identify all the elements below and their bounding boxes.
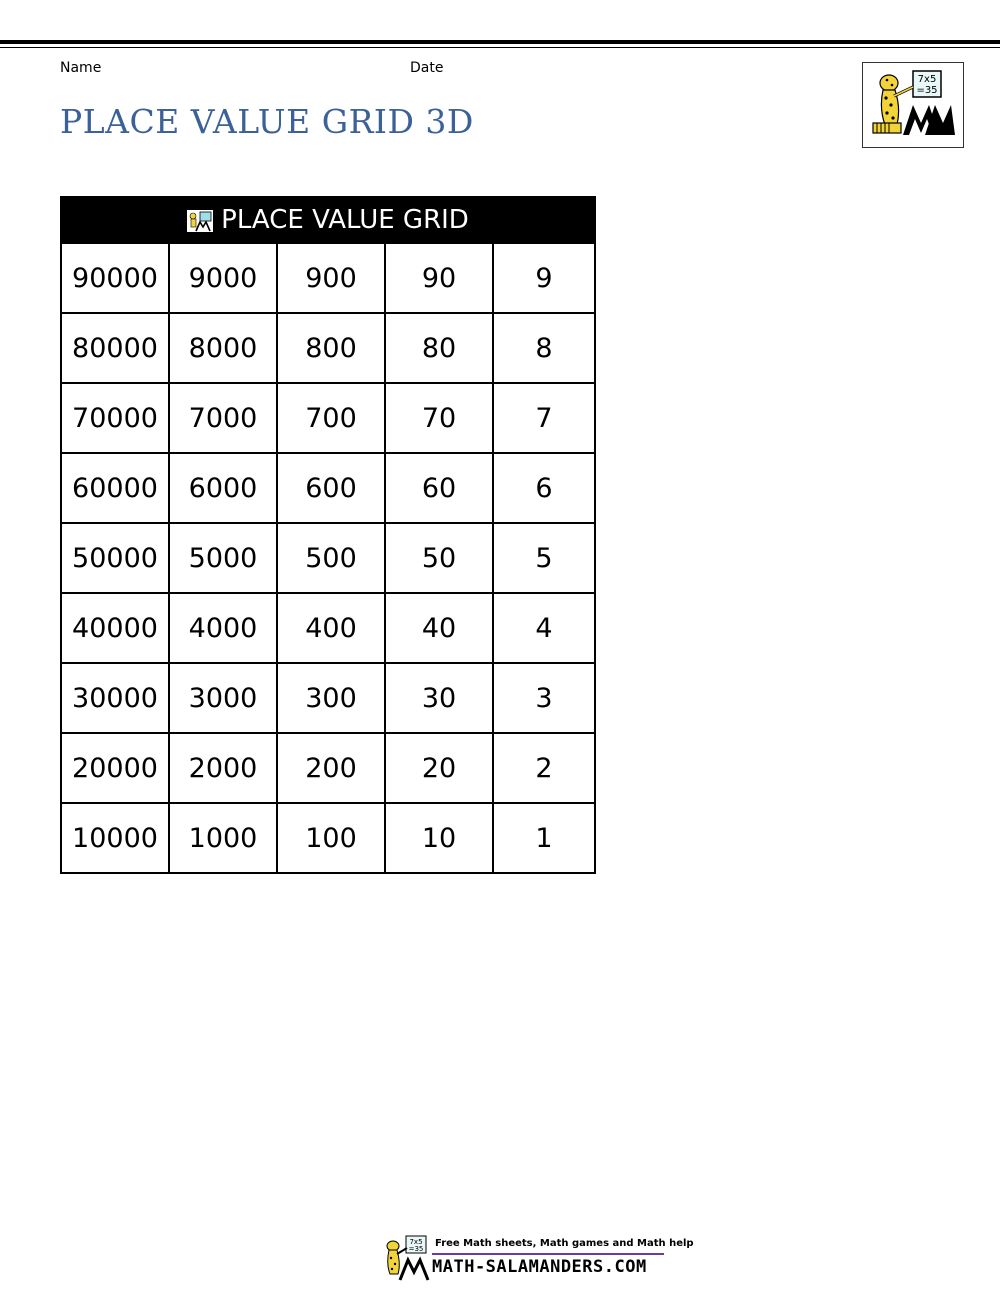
grid-cell: 90000: [61, 243, 169, 313]
grid-header-row: [61, 197, 595, 243]
grid-cell: 9000: [169, 243, 277, 313]
grid-header: [61, 197, 595, 243]
table-row: [61, 313, 595, 383]
logo-board-line1: 7x5: [917, 74, 937, 85]
grid-cell: 6000: [169, 453, 277, 523]
grid-cell: 800: [277, 313, 385, 383]
grid-cell: 40: [385, 593, 493, 663]
grid-cell: 90: [385, 243, 493, 313]
grid-cell: 9: [493, 243, 595, 313]
name-label: Name: [60, 60, 102, 76]
grid-cell: 6: [493, 453, 595, 523]
salamander-footer-icon: [380, 1234, 430, 1284]
grid-cell: 50: [385, 523, 493, 593]
grid-cell: 8000: [169, 313, 277, 383]
table-row: [61, 593, 595, 663]
footer-logo[interactable]: [380, 1234, 694, 1284]
grid-cell: 80: [385, 313, 493, 383]
grid-cell: 100: [277, 803, 385, 873]
grid-cell: 3000: [169, 663, 277, 733]
grid-cell: 80000: [61, 313, 169, 383]
grid-cell: 7: [493, 383, 595, 453]
table-row: [61, 383, 595, 453]
grid-cell: 2: [493, 733, 595, 803]
grid-cell: 40000: [61, 593, 169, 663]
grid-cell: 20: [385, 733, 493, 803]
grid-cell: 7000: [169, 383, 277, 453]
table-row: [61, 523, 595, 593]
salamander-logo: [862, 62, 964, 148]
place-value-grid: [60, 196, 596, 874]
grid-cell: 1000: [169, 803, 277, 873]
grid-cell: 700: [277, 383, 385, 453]
grid-cell: 60: [385, 453, 493, 523]
grid-cell: 500: [277, 523, 385, 593]
grid-cell: 900: [277, 243, 385, 313]
table-row: [61, 733, 595, 803]
grid-cell: 300: [277, 663, 385, 733]
grid-heading: PLACE VALUE GRID: [221, 205, 469, 235]
grid-cell: 4: [493, 593, 595, 663]
grid-cell: 5: [493, 523, 595, 593]
footer-board-line2: =35: [408, 1245, 424, 1253]
table-row: [61, 453, 595, 523]
grid-cell: 30: [385, 663, 493, 733]
salamander-mini-icon: [187, 210, 213, 232]
grid-cell: 5000: [169, 523, 277, 593]
date-label: Date: [410, 60, 444, 76]
grid-cell: 70000: [61, 383, 169, 453]
table-row: [61, 243, 595, 313]
grid-cell: 10: [385, 803, 493, 873]
footer-tagline: Free Math sheets, Math games and Math help: [435, 1238, 694, 1249]
grid-cell: 3: [493, 663, 595, 733]
grid-cell: 600: [277, 453, 385, 523]
salamander-logo-icon: [863, 63, 963, 147]
grid-cell: 1: [493, 803, 595, 873]
grid-cell: 4000: [169, 593, 277, 663]
page-title: PLACE VALUE GRID 3D: [60, 102, 474, 141]
grid-cell: 60000: [61, 453, 169, 523]
footer-site-name: MATH-SALAMANDERS.COM: [432, 1257, 647, 1277]
grid-cell: 8: [493, 313, 595, 383]
table-row: [61, 803, 595, 873]
grid-cell: 70: [385, 383, 493, 453]
table-row: [61, 663, 595, 733]
grid-cell: 30000: [61, 663, 169, 733]
top-rule-thin: [0, 47, 1000, 48]
place-value-table: [60, 196, 596, 874]
grid-cell: 50000: [61, 523, 169, 593]
grid-cell: 2000: [169, 733, 277, 803]
grid-cell: 400: [277, 593, 385, 663]
grid-cell: 20000: [61, 733, 169, 803]
grid-cell: 10000: [61, 803, 169, 873]
footer-board-line1: 7x5: [409, 1238, 423, 1246]
logo-board-line2: =35: [916, 85, 938, 96]
grid-cell: 200: [277, 733, 385, 803]
top-rule: [0, 40, 1000, 44]
footer-divider: [432, 1253, 664, 1255]
